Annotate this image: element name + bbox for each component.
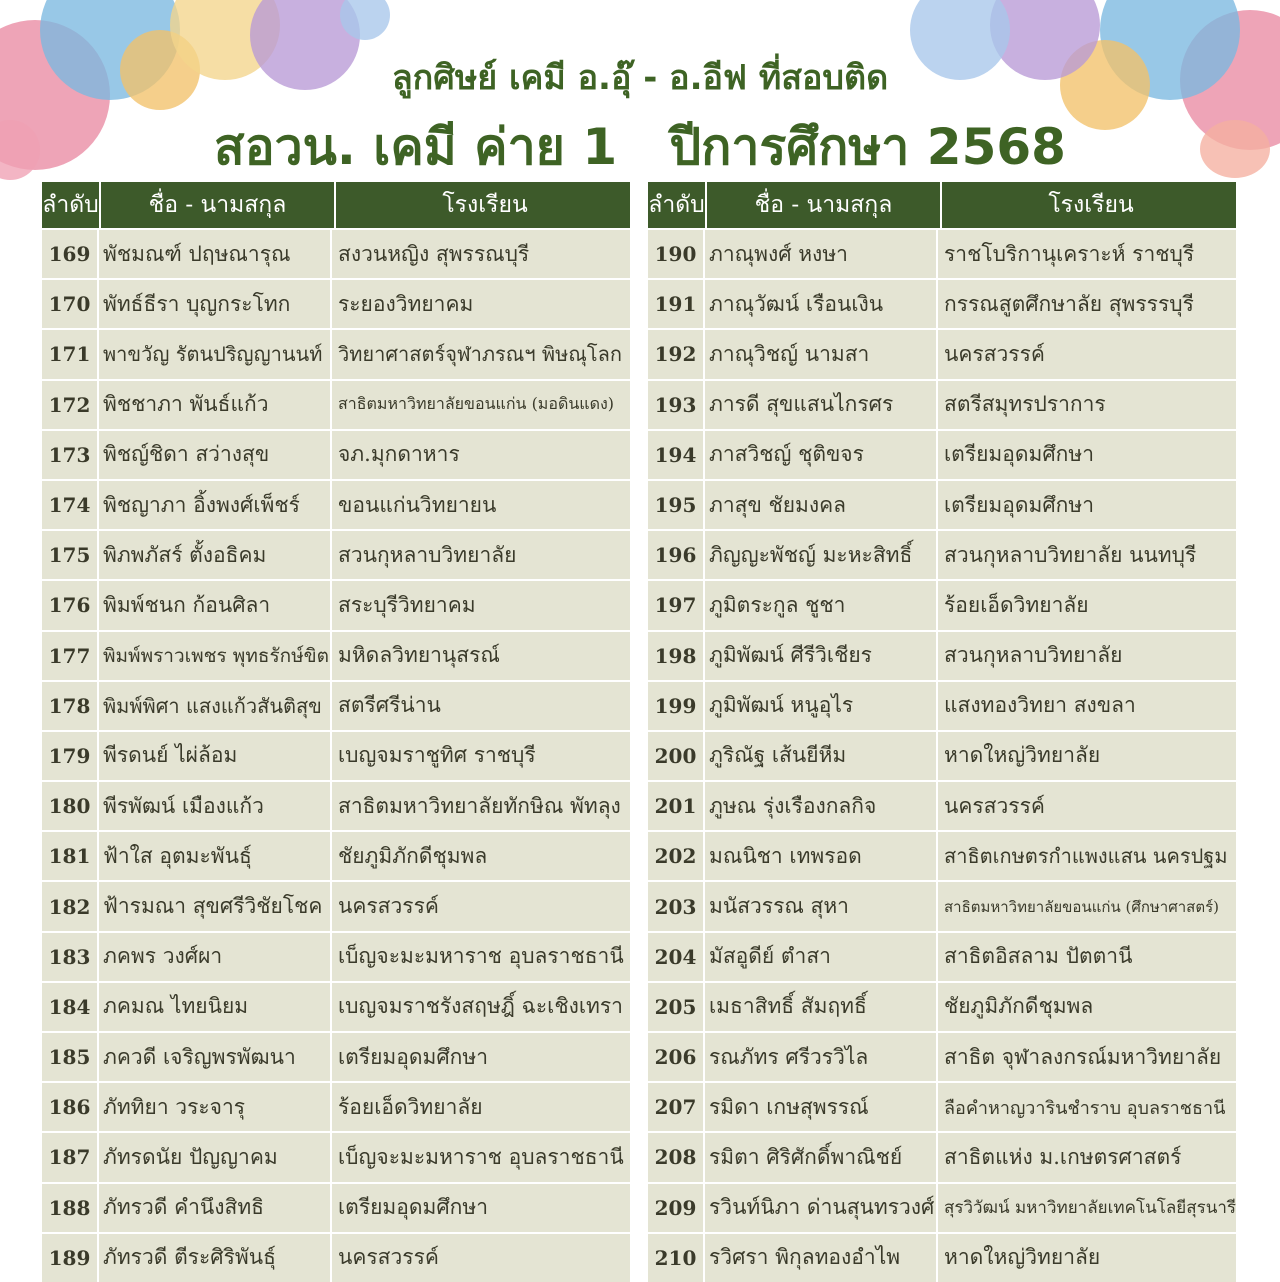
row-number: 206 xyxy=(648,1033,703,1081)
student-name: พิชญ์ชิดา สว่างสุข xyxy=(99,431,330,479)
school-name: สตรีสมุทรปราการ xyxy=(938,381,1236,429)
row-number: 188 xyxy=(42,1184,97,1232)
table-row xyxy=(648,1184,1236,1232)
student-name: ภัทรวดี ตีระศิริพันธุ์ xyxy=(99,1234,330,1282)
table-row xyxy=(648,1234,1236,1282)
row-number: 194 xyxy=(648,431,703,479)
student-name: พัชมณฑ์ ปฤษณารุณ xyxy=(99,230,330,278)
student-name: รวิศรา พิกุลทองอำไพ xyxy=(705,1234,936,1282)
table-header xyxy=(648,182,1236,228)
school-name: กรรณสูตศึกษาลัย สุพรรรบุรี xyxy=(938,280,1236,328)
table-header xyxy=(42,182,630,228)
student-name: ภัทรวดี คำนึงสิทธิ xyxy=(99,1184,330,1232)
school-name: นครสวรรค์ xyxy=(332,882,630,930)
row-number: 195 xyxy=(648,481,703,529)
school-name: หาดใหญ่วิทยาลัย xyxy=(938,732,1236,780)
school-name: สาธิต จุฬาลงกรณ์มหาวิทยาลัย xyxy=(938,1033,1236,1081)
student-name: ภคพร วงศ์ผา xyxy=(99,933,330,981)
row-number: 191 xyxy=(648,280,703,328)
student-name: พิมพ์พราวเพชร พุทธรักษ์ขิต xyxy=(99,632,330,680)
school-name: สวนกุหลาบวิทยาลัย xyxy=(938,632,1236,680)
student-name: พิมพ์พิศา แสงแก้วสันติสุข xyxy=(99,682,330,730)
table-row xyxy=(42,832,630,880)
row-number: 203 xyxy=(648,882,703,930)
row-number: 200 xyxy=(648,732,703,780)
school-name: เบญจมราชูทิศ ราชบุรี xyxy=(332,732,630,780)
table-row xyxy=(648,1083,1236,1131)
row-number: 172 xyxy=(42,381,97,429)
school-name: เตรียมอุดมศึกษา xyxy=(332,1033,630,1081)
student-name: มณนิชา เทพรอด xyxy=(705,832,936,880)
school-name: สาธิตแห่ง ม.เกษตรศาสตร์ xyxy=(938,1133,1236,1181)
table-row xyxy=(648,330,1236,378)
school-name: วิทยาศาสตร์จุฬาภรณฯ พิษณุโลก xyxy=(332,330,630,378)
table-row xyxy=(42,1033,630,1081)
row-number: 209 xyxy=(648,1184,703,1232)
row-number: 181 xyxy=(42,832,97,880)
student-name: ภูษณ รุ่งเรืองกลกิจ xyxy=(705,782,936,830)
student-name: ฟ้ารมณา สุขศรีวิชัยโชค xyxy=(99,882,330,930)
student-name: ภาณุพงศ์ หงษา xyxy=(705,230,936,278)
table-row xyxy=(648,280,1236,328)
row-number: 208 xyxy=(648,1133,703,1181)
column-header-name: ชื่อ - นามสกุล xyxy=(707,182,942,228)
student-name: ภาสวิชญ์ ชุติขจร xyxy=(705,431,936,479)
row-number: 205 xyxy=(648,983,703,1031)
row-number: 186 xyxy=(42,1083,97,1131)
student-name: ภคมณ ไทยนิยม xyxy=(99,983,330,1031)
table-body xyxy=(648,230,1236,1282)
row-number: 198 xyxy=(648,632,703,680)
table-row xyxy=(42,481,630,529)
school-name: จภ.มุกดาหาร xyxy=(332,431,630,479)
student-table-right xyxy=(648,182,1236,1280)
table-row xyxy=(42,632,630,680)
row-number: 170 xyxy=(42,280,97,328)
student-name: รมิตา ศิริศักดิ์พาณิชย์ xyxy=(705,1133,936,1181)
student-name: ภูมิตระกูล ชูชา xyxy=(705,581,936,629)
table-row xyxy=(42,732,630,780)
row-number: 179 xyxy=(42,732,97,780)
row-number: 204 xyxy=(648,933,703,981)
student-name: ภัททิยา วระจารุ xyxy=(99,1083,330,1131)
row-number: 189 xyxy=(42,1234,97,1282)
row-number: 169 xyxy=(42,230,97,278)
school-name: เบ็ญจะมะมหาราช อุบลราชธานี xyxy=(332,933,630,981)
school-name: สาธิตมหาวิทยาลัยขอนแก่น (มอดินแดง) xyxy=(332,381,630,429)
column-header-name: ชื่อ - นามสกุล xyxy=(101,182,336,228)
row-number: 175 xyxy=(42,531,97,579)
table-row xyxy=(648,732,1236,780)
table-row xyxy=(42,280,630,328)
school-name: ร้อยเอ็ดวิทยาลัย xyxy=(938,581,1236,629)
student-name: ภารดี สุขแสนไกรศร xyxy=(705,381,936,429)
student-name: ภควดี เจริญพรพัฒนา xyxy=(99,1033,330,1081)
column-header-no: ลำดับ xyxy=(648,182,707,228)
school-name: สาธิตมหาวิทยาลัยขอนแก่น (ศึกษาศาสตร์) xyxy=(938,882,1236,930)
table-row xyxy=(42,581,630,629)
table-row xyxy=(648,1033,1236,1081)
school-name: ขอนแก่นวิทยายน xyxy=(332,481,630,529)
table-row xyxy=(648,230,1236,278)
table-row xyxy=(648,481,1236,529)
table-row xyxy=(648,381,1236,429)
table-row xyxy=(42,531,630,579)
school-name: เบ็ญจะมะมหาราช อุบลราชธานี xyxy=(332,1133,630,1181)
school-name: หาดใหญ่วิทยาลัย xyxy=(938,1234,1236,1282)
table-row xyxy=(648,933,1236,981)
school-name: ลือคำหาญวารินชำราบ อุบลราชธานี xyxy=(938,1083,1236,1131)
student-name: เมธาสิทธิ์ สัมฤทธิ์ xyxy=(705,983,936,1031)
row-number: 201 xyxy=(648,782,703,830)
student-name: พิภพภัสร์ ตั้งอธิคม xyxy=(99,531,330,579)
table-row xyxy=(42,882,630,930)
row-number: 185 xyxy=(42,1033,97,1081)
student-name: ภูมิพัฒน์ ศีรีวิเชียร xyxy=(705,632,936,680)
table-row xyxy=(42,682,630,730)
row-number: 171 xyxy=(42,330,97,378)
table-row xyxy=(42,1133,630,1181)
row-number: 184 xyxy=(42,983,97,1031)
table-body xyxy=(42,230,630,1282)
table-row xyxy=(648,632,1236,680)
table-row xyxy=(42,1234,630,1282)
student-name: ภิญญะพัชญ์ มะหะสิทธิ์ xyxy=(705,531,936,579)
column-header-school: โรงเรียน xyxy=(442,192,528,218)
school-name: ราชโบริกานุเคราะห์ ราชบุรี xyxy=(938,230,1236,278)
page-subtitle: สอวน. เคมี ค่าย 1 ปีการศึกษา 2568 xyxy=(214,118,1066,176)
table-row xyxy=(42,330,630,378)
school-name: ร้อยเอ็ดวิทยาลัย xyxy=(332,1083,630,1131)
student-name: รณภัทร ศรีวรวิไล xyxy=(705,1033,936,1081)
row-number: 183 xyxy=(42,933,97,981)
table-row xyxy=(42,782,630,830)
row-number: 182 xyxy=(42,882,97,930)
row-number: 196 xyxy=(648,531,703,579)
school-name: เตรียมอุดมศึกษา xyxy=(938,431,1236,479)
school-name: สตรีศรีน่าน xyxy=(332,682,630,730)
table-row xyxy=(42,933,630,981)
row-number: 173 xyxy=(42,431,97,479)
table-row xyxy=(42,983,630,1031)
row-number: 193 xyxy=(648,381,703,429)
student-name: พิมพ์ชนก ก้อนศิลา xyxy=(99,581,330,629)
school-name: สาธิตอิสลาม ปัตตานี xyxy=(938,933,1236,981)
table-row xyxy=(648,882,1236,930)
school-name: แสงทองวิทยา สงขลา xyxy=(938,682,1236,730)
student-name: พิชชาภา พันธ์แก้ว xyxy=(99,381,330,429)
school-name: สระบุรีวิทยาคม xyxy=(332,581,630,629)
school-name: ชัยภูมิภักดีชุมพล xyxy=(938,983,1236,1031)
school-name: สาธิตมหาวิทยาลัยทักษิณ พัทลุง xyxy=(332,782,630,830)
school-name: นครสวรรค์ xyxy=(938,330,1236,378)
school-name: สุรวิวัฒน์ มหาวิทยาลัยเทคโนโลยีสุรนารี xyxy=(938,1184,1236,1232)
table-row xyxy=(42,1083,630,1131)
student-name: พีรพัฒน์ เมืองแก้ว xyxy=(99,782,330,830)
school-name: นครสวรรค์ xyxy=(938,782,1236,830)
school-name: ระยองวิทยาคม xyxy=(332,280,630,328)
school-name: ชัยภูมิภักดีชุมพล xyxy=(332,832,630,880)
student-name: ภาสุข ชัยมงคล xyxy=(705,481,936,529)
table-row xyxy=(42,381,630,429)
student-name: รวินท์นิภา ด่านสุนทรวงศ์ xyxy=(705,1184,936,1232)
student-name: รมิดา เกษสุพรรณ์ xyxy=(705,1083,936,1131)
row-number: 177 xyxy=(42,632,97,680)
row-number: 202 xyxy=(648,832,703,880)
row-number: 180 xyxy=(42,782,97,830)
table-row xyxy=(648,782,1236,830)
school-name: มหิดลวิทยานุสรณ์ xyxy=(332,632,630,680)
student-name: พีรดนย์ ไผ่ล้อม xyxy=(99,732,330,780)
school-name: เตรียมอุดมศึกษา xyxy=(332,1184,630,1232)
school-name: สงวนหญิง สุพรรณบุรี xyxy=(332,230,630,278)
page-title: ลูกศิษย์ เคมี อ.อุ๊ - อ.อีฟ ที่สอบติด xyxy=(391,58,889,98)
column-header-no: ลำดับ xyxy=(42,182,101,228)
school-name: สวนกุหลาบวิทยาลัย xyxy=(332,531,630,579)
student-name: ฟ้าใส อุตมะพันธุ์ xyxy=(99,832,330,880)
student-name: มัสอูดีย์ ตำสา xyxy=(705,933,936,981)
student-name: มนัสวรรณ สุหา xyxy=(705,882,936,930)
school-name: เตรียมอุดมศึกษา xyxy=(938,481,1236,529)
table-row xyxy=(648,1133,1236,1181)
student-name: ภัทรดนัย ปัญญาคม xyxy=(99,1133,330,1181)
student-name: ภาณุวัฒน์ เรือนเงิน xyxy=(705,280,936,328)
school-name: สาธิตเกษตรกำแพงแสน นครปฐม xyxy=(938,832,1236,880)
row-number: 187 xyxy=(42,1133,97,1181)
row-number: 210 xyxy=(648,1234,703,1282)
column-header-school: โรงเรียน xyxy=(1048,192,1134,218)
student-name: พาขวัญ รัตนปริญญานนท์ xyxy=(99,330,330,378)
row-number: 190 xyxy=(648,230,703,278)
row-number: 178 xyxy=(42,682,97,730)
row-number: 192 xyxy=(648,330,703,378)
table-row xyxy=(42,230,630,278)
student-name: พัทธ์ธีรา บุญกระโทก xyxy=(99,280,330,328)
table-row xyxy=(648,531,1236,579)
table-row xyxy=(648,682,1236,730)
student-table-left xyxy=(42,182,630,1280)
table-row xyxy=(648,431,1236,479)
table-row xyxy=(42,431,630,479)
table-row xyxy=(42,1184,630,1232)
table-row xyxy=(648,581,1236,629)
student-name: พิชญาภา อิ้งพงศ์เพ็ชร์ xyxy=(99,481,330,529)
table-row xyxy=(648,983,1236,1031)
school-name: เบญจมราชรังสฤษฎิ์ ฉะเชิงเทรา xyxy=(332,983,630,1031)
row-number: 199 xyxy=(648,682,703,730)
student-name: ภูริณัฐ เส้นยีหีม xyxy=(705,732,936,780)
row-number: 176 xyxy=(42,581,97,629)
school-name: นครสวรรค์ xyxy=(332,1234,630,1282)
page-header xyxy=(0,0,1280,180)
table-row xyxy=(648,832,1236,880)
student-name: ภูมิพัฒน์ หนูอุไร xyxy=(705,682,936,730)
row-number: 207 xyxy=(648,1083,703,1131)
school-name: สวนกุหลาบวิทยาลัย นนทบุรี xyxy=(938,531,1236,579)
row-number: 174 xyxy=(42,481,97,529)
row-number: 197 xyxy=(648,581,703,629)
student-name: ภาณุวิชญ์ นามสา xyxy=(705,330,936,378)
